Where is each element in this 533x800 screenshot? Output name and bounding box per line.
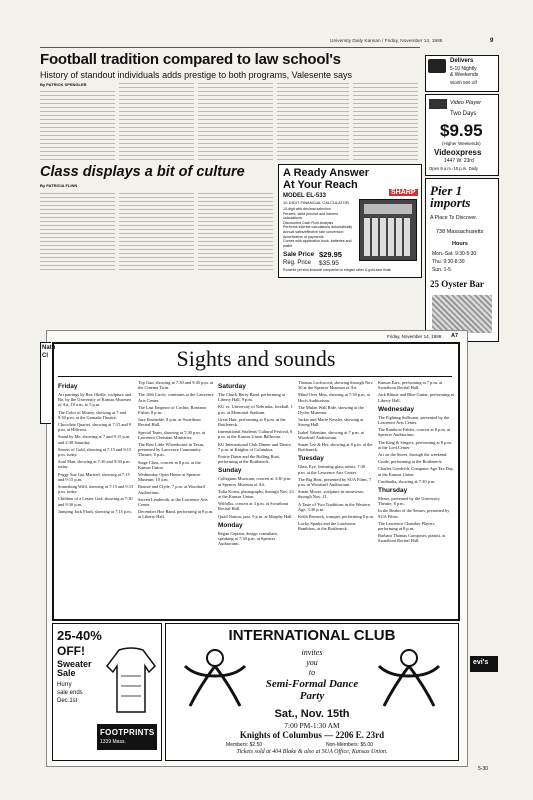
sweater-line4: sale ends xyxy=(57,690,83,696)
pier1-hours-1: Thu. 9:30-8:30 xyxy=(432,259,465,265)
sights-columns xyxy=(58,380,454,615)
sights-column xyxy=(378,380,454,615)
intl-event: Semi-Formal Dance Party xyxy=(265,678,359,702)
main-story-body-col1 xyxy=(40,88,115,160)
event-listing: Chocolate Quartet, showing at 7:15 and 9 p.m. at Hillcrest. xyxy=(58,422,132,433)
main-headline: Football tradition compared to law school's xyxy=(40,51,341,68)
sweater-illustration xyxy=(105,646,157,716)
event-listing: Jazz Ensemble, 8 p.m. at Swarthout Recital Hall. xyxy=(138,417,201,428)
inner-page xyxy=(46,330,468,767)
event-listing: Art on the Street, through the weekend. xyxy=(378,452,448,458)
event-listing: Mind Over Men, showing at 7:30 p.m. at Hoch Auditorium. xyxy=(298,392,370,403)
event-listing: The Chuck Berry Band, performing at Liberty Hall, 9 p.m. xyxy=(218,392,286,403)
event-listing: The Color of Money, showing at 7 and 9:30 p.m. at the Granada Theatre. xyxy=(58,409,127,420)
video-player-icon xyxy=(429,99,447,109)
delivers-line1: Delivers xyxy=(450,58,474,64)
inner-header-date: Friday, November 14, 1986 xyxy=(387,334,442,339)
natur-ad-partial xyxy=(40,342,56,424)
sights-title: Sights and sounds xyxy=(176,346,336,371)
intl-invites: invites xyxy=(301,648,323,657)
calculator-icon xyxy=(359,199,417,261)
class-story-body-col2 xyxy=(119,190,194,270)
event-listing: December Hoe Band, performing at 8 p.m. at Liberty Hall. xyxy=(138,509,214,520)
sweater-line3: Hurry xyxy=(57,682,72,688)
video-price: $9.95 xyxy=(440,121,483,140)
intl-tickets: Tickets sold at 404 Blake & also at SUA Office, Kansas Union. xyxy=(236,749,388,755)
intl-members: Members: $2.50 xyxy=(226,742,263,748)
event-listing: The Fighting Sullivans, presented by the Lawrence Arts Center. xyxy=(378,414,450,426)
sweater-date: Dec.1st xyxy=(57,698,78,704)
calc-title-2: At Your Reach xyxy=(283,179,358,191)
international-club-ad xyxy=(165,623,459,761)
event-listing: Art pairings by Rex Okelle, sculpture and Bo, by the University of Kansas Museum of Art, 10 a.m. to 5 p.m. xyxy=(58,392,132,408)
sights-box xyxy=(52,342,460,621)
event-listing: Stage Class, concert at 8 p.m. at the Kansas Union. xyxy=(138,459,201,470)
video-sub: (Higher Weekends) xyxy=(442,141,481,146)
calc-feature: Performs interest calculations automatically xyxy=(283,225,353,230)
sweater-off: OFF! xyxy=(57,644,85,658)
masthead-center: University Daily Kansan / Friday, November 14, 1986 xyxy=(330,39,443,44)
pier1-photo xyxy=(432,295,492,333)
intl-you: you xyxy=(306,658,318,667)
event-listing: The Big Heat, presented by SUA Films, 7 p.m. at Woodruff Auditorium. xyxy=(298,476,372,488)
event-listing: KU vs. University of Nebraska, football, 1 p.m. at Memorial Stadium. xyxy=(218,404,293,415)
event-listing: Regan Captain, design consultant, speaking at 7:30 p.m. at Spencer Auditorium. xyxy=(218,530,278,547)
event-listing: Bonnie and Clyde, 7 p.m. at Woodruff Auditorium. xyxy=(138,484,206,495)
event-listing: Stand by Me, showing at 7 and 9:15 p.m. and 4:30 Saturday. xyxy=(58,434,131,445)
event-listing: Thomas Lockwood, showing through Nov. 30 at the Spencer Museum of Art. xyxy=(298,380,374,391)
levis-label: evi's xyxy=(473,659,489,666)
calc-features xyxy=(283,207,353,248)
day-heading: Sunday xyxy=(218,467,242,475)
day-heading: Thursday xyxy=(378,487,408,495)
pier1-tag: A Place To Discover. xyxy=(430,215,478,221)
event-listing: Jumping Jack Flash, showing at 7:15 p.m. xyxy=(58,508,132,514)
video-line1: Video Player xyxy=(450,100,482,106)
event-listing: Susan Lee & Her, showing at 8 p.m. at the Bottleneck. xyxy=(298,442,373,453)
event-listing: The King & Singers, performing at 8 p.m. at the Lied Center. xyxy=(378,439,452,450)
event-listing: Prairie Dawn and the Rolling Boat, performing at the Bottleneck. xyxy=(218,454,280,465)
event-listing: The Last Emperor of Cochin, Roseann Fisher, 8 p.m. xyxy=(138,404,206,416)
sweater-ad xyxy=(52,623,162,761)
class-byline: By PATRICIA FLINN xyxy=(40,183,78,188)
event-listing: Streets of Gold, showing at 7:15 and 9:15 p.m. today. xyxy=(58,446,132,458)
event-listing: Cardinalia, showing at 7:30 p.m. xyxy=(378,478,436,484)
event-listing: The Best Little Whorehouse in Texas, presented by Lawrence Community Theatre, 8 p.m. xyxy=(138,442,205,458)
event-listing: The 10th Circle, continues at the Lawrence Arts Center. xyxy=(138,392,214,403)
event-listing: Isabel Valentine, showing at 7 p.m. at Woodruff Auditorium. xyxy=(298,429,364,440)
pier1-date: 25 Oyster Bar xyxy=(430,279,484,289)
calc-sale-price: $29.95 xyxy=(319,250,342,259)
calc-model-desc: 10-DIGIT FINANCIAL CALCULATOR xyxy=(283,200,349,205)
footprints-addr: 1339 Mass. xyxy=(100,739,126,745)
pier1-logo: Pier 1 imports xyxy=(430,183,471,210)
day-heading: Tuesday xyxy=(298,455,324,463)
class-story-body-col1 xyxy=(40,190,115,270)
intl-to: to xyxy=(308,668,316,677)
main-byline: By PATRICK SPENGLER xyxy=(40,82,87,87)
videoxpress-ad xyxy=(425,94,499,176)
event-listing: Messe, presented by the University Theatre, 8 p.m. xyxy=(378,496,440,507)
pier1-hours-label: Hours xyxy=(452,241,468,247)
delivers-ad xyxy=(425,55,499,92)
intl-date: Sat., Nov. 15th xyxy=(274,708,350,720)
calc-sale-label: Sale Price xyxy=(283,251,315,258)
main-subhead: History of standout individuals adds prestige to both programs, Valesente says xyxy=(40,70,353,80)
cl-label: Cl xyxy=(42,353,48,359)
event-listing: Wednesday Open House at Spencer Museum, 10 a.m. xyxy=(138,472,201,483)
calc-brand-logo: SHARP xyxy=(391,189,416,196)
event-listing: The Lawrence Chamber Players, performing at 8 p.m. xyxy=(378,520,436,532)
event-listing: Keith Pennock, trumpet, performing 8 p.m. xyxy=(298,514,374,520)
event-listing: Glass Eye, featuring glass artists, 7:30 p.m. at the Lawrence Arts Center. xyxy=(298,464,366,475)
event-listing: Tulia Korea, photographs, through Nov. 23 at the Kansas Union. xyxy=(218,488,294,500)
footer-number: 5-30 xyxy=(478,766,489,772)
levis-ad-partial xyxy=(470,656,498,672)
event-listing: Quail Nation, jazz, 9 p.m. at Murphy Hall. xyxy=(218,513,293,519)
video-line2: Two Days xyxy=(450,111,477,117)
event-listing: The Rainbow Fables, concert at 8 p.m. at Spencer Auditorium. xyxy=(378,427,451,438)
event-listing: Barbara Thomas Composer, pianist, at Swarthout Recital Hall. xyxy=(378,533,446,544)
day-heading: Saturday xyxy=(218,383,246,390)
video-addr: 1447 W. 23rd xyxy=(444,158,474,164)
calc-title-1: A Ready Answer xyxy=(283,167,369,179)
event-listing: Top Gun, showing at 7:30 and 9:45 p.m. at the Cinema Twin. xyxy=(138,380,214,391)
class-story-body-col3 xyxy=(198,190,273,270)
calc-feature: Percent, delta percent and interest calculations xyxy=(283,211,338,221)
event-listing: International Students' Cultural Festival, 6 p.m. at the Kansas Union Ballroom. xyxy=(218,429,293,440)
delivers-line4: Worth 50¢ off xyxy=(450,80,477,85)
class-headline: Class displays a bit of culture xyxy=(40,164,245,180)
masthead-rule xyxy=(40,47,420,48)
pier1-hours-2: Sun. 1-5 xyxy=(432,267,451,273)
event-listing: Charles Goodrich, Computer Age Tax Day, at the Kansas Union. xyxy=(378,466,454,477)
video-hours: Open 9 a.m.-10 p.m. Daily xyxy=(429,166,478,171)
event-listing: Crude, performing at the Bottleneck. xyxy=(378,459,443,465)
event-listing: Jackie and Marie Kessler, showing at Strong Hall. xyxy=(298,417,364,428)
event-listing: KU International Club Dinner and Dance, 7 p.m. at Knights of Columbus. xyxy=(218,441,292,452)
sights-title-rule xyxy=(58,376,452,377)
calc-reg-price: $35.95 xyxy=(319,260,339,267)
event-listing: Jack Rhinie and Blue Guitar, performing at Liberty Hall. xyxy=(378,392,454,403)
calc-feature: Discounted Cash Flow Analysis xyxy=(283,220,334,225)
intl-time: 7:00 PM-1:30 AM xyxy=(284,721,340,730)
footprints-logo: FOOTPRINTS xyxy=(100,728,155,737)
sights-column xyxy=(218,380,294,615)
day-heading: Wednesday xyxy=(378,405,415,413)
sights-column xyxy=(298,380,374,615)
footprints-logo-box xyxy=(97,724,157,750)
main-story-body-col2 xyxy=(119,80,194,160)
delivers-line2: 5-10 Nightly xyxy=(450,66,477,72)
pier1-ad xyxy=(425,178,499,342)
sweater-percent: 25-40% xyxy=(57,628,102,643)
sights-column xyxy=(138,380,214,615)
calc-feature: Annual sales/effective rate conversion xyxy=(283,229,344,234)
calc-footer: Powerful yet slim financial companion in elegant silver & gold-tone finish xyxy=(283,268,392,272)
event-listing: Lucky Sparks and the Lonesome Ramblers, at the Bottleneck. xyxy=(298,521,356,532)
event-listing: The Mulan Wall Ride, showing at the Dyche Museum. xyxy=(298,404,364,416)
event-listing: Special Team, showing at 7:30 p.m. at Lawrence Christian Ministries. xyxy=(138,429,206,440)
day-heading: Friday xyxy=(58,383,78,390)
calc-model: MODEL EL-533 xyxy=(283,193,326,199)
event-listing: Something Wild, showing at 7:15 and 9:15 p.m. today. xyxy=(58,484,134,495)
calc-feature: Amortization of payments xyxy=(283,234,324,239)
event-listing: Children of a Lesser God, showing at 7:30 and 9:30 p.m. xyxy=(58,496,133,507)
main-story-body-col3 xyxy=(198,80,273,160)
intl-venue: Knights of Columbus — 2206 E. 23rd xyxy=(239,730,385,740)
event-listing: A Taste of Two Traditions in the Western Age, 3:30 p.m. xyxy=(298,501,370,512)
calc-feature: 10-digit with decimal selection xyxy=(283,207,331,211)
pier1-addr: 738 Massachusetts xyxy=(436,229,484,235)
intl-nonmembers: Non-Members: $5.00 xyxy=(326,742,373,748)
sights-column xyxy=(58,380,134,615)
sweater-item: Sweater Sale xyxy=(57,659,92,678)
event-listing: Steven Leuderoth, at the Lawrence Arts Center. xyxy=(138,496,208,508)
event-listing: Soul Man, showing at 7:30 and 9:30 p.m. today. xyxy=(58,459,131,470)
calc-feature: Comes with application book, batteries and wallet xyxy=(283,239,352,248)
intl-title: INTERNATIONAL CLUB xyxy=(228,627,396,644)
event-listing: Collegium Musicum, concert at 3:30 p.m. at Spencer Museum of Art. xyxy=(218,476,292,487)
pier1-hours-0: Mon.-Sat. 9:30-5:30 xyxy=(432,251,477,257)
inner-page-num: A7 xyxy=(451,333,459,339)
main-story-body-col4 xyxy=(277,80,349,160)
event-listing: Great Hair, performing at 8 p.m. at the Bottleneck. xyxy=(218,416,286,428)
event-listing: Peggy Sue Got Married, showing at 7:15 and 9:15 p.m. xyxy=(58,471,130,482)
calc-reg-label: Reg. Price xyxy=(283,260,312,266)
main-story-body-col5 xyxy=(353,80,418,160)
sharp-calculator-ad xyxy=(278,164,422,278)
day-heading: Monday xyxy=(218,521,243,529)
delivers-line3: & Weekends xyxy=(450,72,479,78)
event-listing: Wilfolks, concert at 3 p.m. at Swarthout Recital Hall. xyxy=(218,501,289,512)
event-listing: Kansas Ears, performing at 7 p.m. at Swarthout Recital Hall. xyxy=(378,380,443,391)
masthead-page: 9 xyxy=(490,38,494,44)
delivery-icon xyxy=(428,59,446,73)
event-listing: Susan Moore, sculpture in stoneware, through Nov. 21. xyxy=(298,489,365,500)
natur-label: Natu xyxy=(42,345,56,351)
video-brand: Videoxpress xyxy=(434,148,482,157)
event-listing: In the Realm of the Senses, presented by SUA Films. xyxy=(378,508,450,519)
